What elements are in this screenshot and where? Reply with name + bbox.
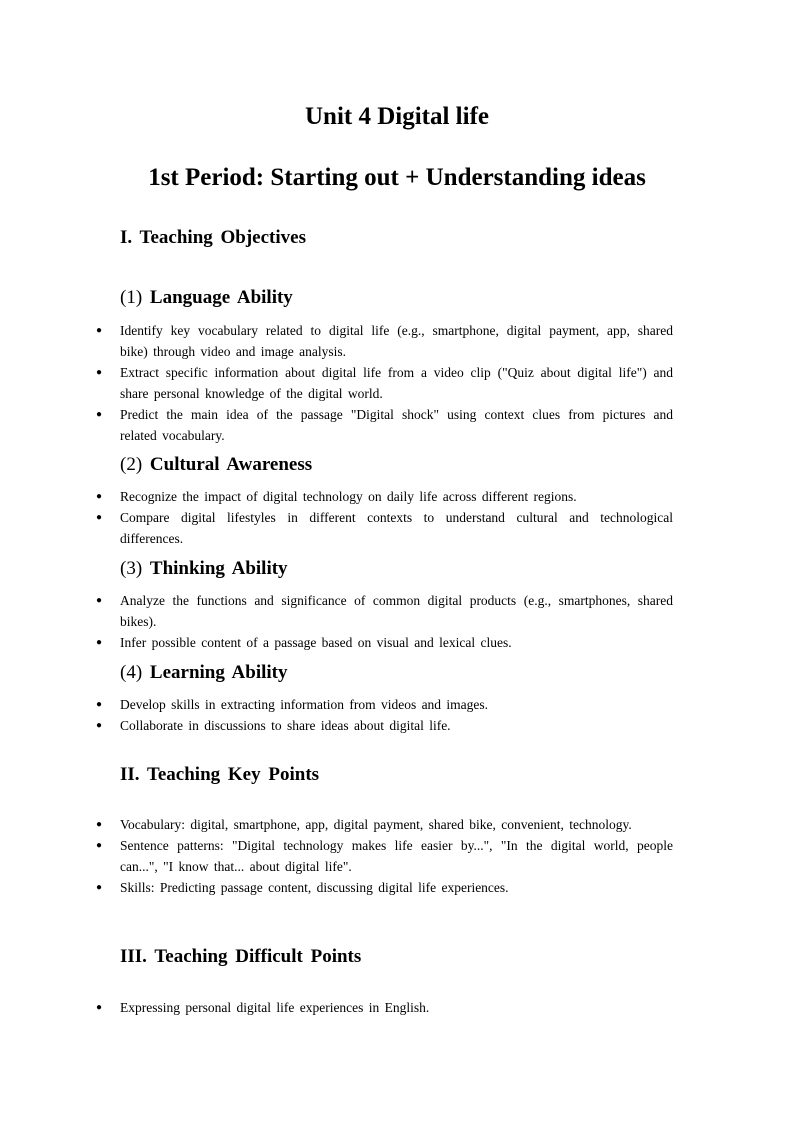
list-item	[96, 997, 673, 1018]
list-item-text: Predict the main idea of the passage "Digital shock" using context clues from pictures and related vocabulary.	[120, 407, 673, 443]
subheading-number: (1)	[120, 287, 143, 308]
list-item-text: Vocabulary: digital, smartphone, app, digital payment, shared bike, convenient, technology.	[120, 817, 632, 832]
subheading-name: Learning Ability	[149, 662, 288, 683]
subheading-number: (3)	[120, 558, 143, 579]
page-title: Unit 4 Digital life	[304, 103, 489, 130]
list-item	[96, 507, 673, 549]
subheading-name: Thinking Ability	[149, 558, 288, 579]
list-item-text: Recognize the impact of digital technology on daily life across different regions.	[120, 489, 577, 504]
list-item	[96, 404, 673, 446]
subheading-name: Language Ability	[149, 287, 293, 308]
section-heading-objectives: I. Teaching Objectives	[120, 227, 306, 248]
list-item	[96, 320, 673, 362]
bullet-icon: ●	[96, 1002, 103, 1013]
subheading-cultural-awareness	[120, 453, 312, 477]
bullet-icon: ●	[96, 595, 103, 606]
list-item	[96, 632, 673, 653]
bullet-icon: ●	[96, 882, 103, 893]
list-item-text: Expressing personal digital life experiences in English.	[120, 1000, 430, 1015]
section-heading-key-points: II. Teaching Key Points	[120, 764, 320, 785]
subheading-number: (2)	[120, 454, 143, 475]
list-item-text: Develop skills in extracting information from videos and images.	[120, 697, 489, 712]
list-item-text: Extract specific information about digital life from a video clip ("Quiz about digital life") and share personal knowledge of the digital world.	[120, 365, 673, 401]
list-item	[96, 877, 673, 898]
cultural-awareness-list	[96, 486, 673, 549]
subheading-thinking-ability	[120, 557, 288, 581]
bullet-icon: ●	[96, 409, 103, 420]
subheading-number: (4)	[120, 662, 143, 683]
list-item-text: Analyze the functions and significance of common digital products (e.g., smartphones, shared bikes).	[120, 593, 673, 629]
list-item	[96, 590, 673, 632]
list-item-text: Collaborate in discussions to share ideas about digital life.	[120, 718, 451, 733]
subheading-learning-ability	[120, 661, 288, 685]
list-item-text: Infer possible content of a passage based on visual and lexical clues.	[120, 635, 512, 650]
language-ability-list	[96, 320, 673, 446]
thinking-ability-list	[96, 590, 673, 653]
bullet-icon: ●	[96, 367, 103, 378]
learning-ability-list	[96, 694, 673, 736]
bullet-icon: ●	[96, 325, 103, 336]
subheading-language-ability	[120, 286, 293, 310]
list-item	[96, 715, 673, 736]
list-item	[96, 486, 673, 507]
subheading-name: Cultural Awareness	[149, 454, 313, 475]
bullet-icon: ●	[96, 491, 103, 502]
bullet-icon: ●	[96, 512, 103, 523]
list-item-text: Compare digital lifestyles in different contexts to understand cultural and technological differences.	[120, 510, 673, 546]
bullet-icon: ●	[96, 840, 103, 851]
list-item-text: Sentence patterns: "Digital technology makes life easier by...", "In the digital world, people can...", "I know that... about digital life".	[120, 838, 673, 874]
period-subtitle: 1st Period: Starting out + Understanding ideas	[148, 164, 646, 191]
list-item-text: Skills: Predicting passage content, discussing digital life experiences.	[120, 880, 509, 895]
section-heading-difficult-points: III. Teaching Difficult Points	[120, 946, 362, 967]
list-item-text: Identify key vocabulary related to digital life (e.g., smartphone, digital payment, app, shared bike) through video and image analysis.	[120, 323, 673, 359]
list-item	[96, 814, 673, 835]
key-points-list	[96, 814, 673, 898]
list-item	[96, 362, 673, 404]
bullet-icon: ●	[96, 637, 103, 648]
bullet-icon: ●	[96, 819, 103, 830]
list-item	[96, 694, 673, 715]
bullet-icon: ●	[96, 699, 103, 710]
bullet-icon: ●	[96, 720, 103, 731]
difficult-points-list	[96, 997, 673, 1018]
list-item	[96, 835, 673, 877]
